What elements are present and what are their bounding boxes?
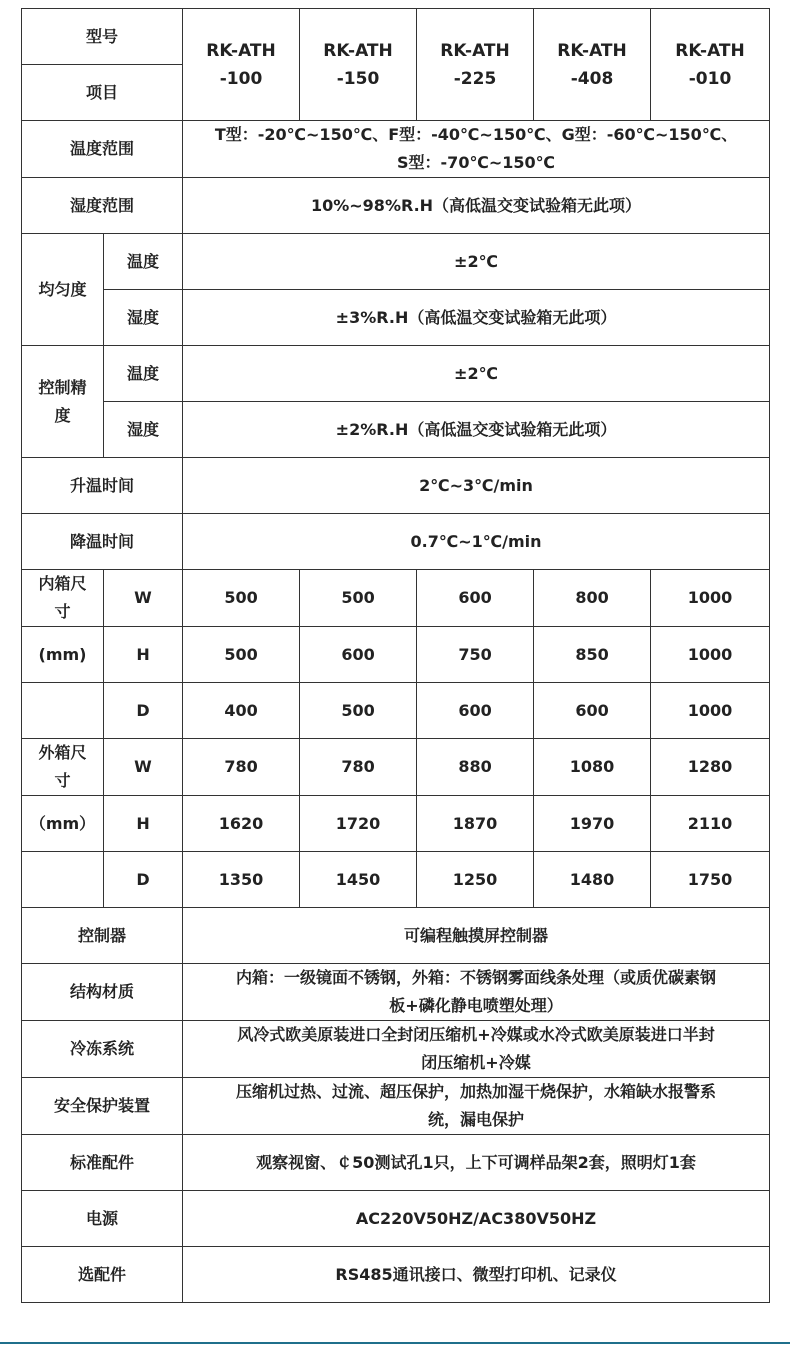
precision-temp-value: ±2℃ (183, 346, 770, 402)
table-cell: 500 (183, 627, 300, 683)
model-cell-5: RK-ATH -010 (651, 9, 770, 121)
table-cell: 1720 (300, 796, 417, 852)
table-cell: 1480 (534, 852, 651, 908)
accessories-value: 观察视窗、￠50测试孔1只，上下可调样品架2套，照明灯1套 (183, 1135, 770, 1191)
inner-size-label: 内箱尺 寸 (22, 570, 104, 627)
uniformity-hum-value: ±3%R.H（高低温交变试验箱无此项） (183, 290, 770, 346)
table-cell: 1870 (417, 796, 534, 852)
controller-label: 控制器 (22, 908, 183, 964)
row-precision-hum (22, 402, 770, 458)
table-cell: 1000 (651, 683, 770, 739)
model-cell-2: RK-ATH -150 (300, 9, 417, 121)
row-options (22, 1247, 770, 1303)
row-outer-h (22, 796, 770, 852)
item-label: 项目 (22, 65, 183, 121)
heating-time-value: 2℃~3℃/min (183, 458, 770, 514)
table-cell: 600 (300, 627, 417, 683)
outer-dim-w: W (104, 739, 183, 796)
material-label: 结构材质 (22, 964, 183, 1021)
row-controller (22, 908, 770, 964)
table-cell: 600 (417, 683, 534, 739)
table-cell: 1350 (183, 852, 300, 908)
inner-dim-w: W (104, 570, 183, 627)
row-humidity-range (22, 178, 770, 234)
row-heating-time (22, 458, 770, 514)
row-material (22, 964, 770, 1021)
table-cell: 1620 (183, 796, 300, 852)
table-cell: 850 (534, 627, 651, 683)
refrigeration-label: 冷冻系统 (22, 1021, 183, 1078)
table-cell: 780 (300, 739, 417, 796)
table-cell: 600 (417, 570, 534, 627)
options-value: RS485通讯接口、微型打印机、记录仪 (183, 1247, 770, 1303)
table-cell: 500 (300, 570, 417, 627)
row-power (22, 1191, 770, 1247)
table-cell: 500 (300, 683, 417, 739)
spec-table-container (21, 8, 769, 1303)
precision-hum-label: 湿度 (104, 402, 183, 458)
inner-size-unit: (mm) (22, 627, 104, 683)
table-cell: 750 (417, 627, 534, 683)
row-inner-d (22, 683, 770, 739)
heating-time-label: 升温时间 (22, 458, 183, 514)
humidity-range-value: 10%~98%R.H（高低温交变试验箱无此项） (183, 178, 770, 234)
table-cell: 1080 (534, 739, 651, 796)
accessories-label: 标准配件 (22, 1135, 183, 1191)
cooling-time-label: 降温时间 (22, 514, 183, 570)
inner-size-blank (22, 683, 104, 739)
outer-size-label: 外箱尺 寸 (22, 739, 104, 796)
table-cell: 400 (183, 683, 300, 739)
inner-dim-d: D (104, 683, 183, 739)
row-precision-temp (22, 346, 770, 402)
inner-dim-h: H (104, 627, 183, 683)
row-temp-range (22, 121, 770, 178)
table-cell: 1250 (417, 852, 534, 908)
temp-range-value: T型：-20℃~150℃、F型：-40℃~150℃、G型：-60℃~150℃、 S型：-70℃~150℃ (183, 121, 770, 178)
model-cell-1: RK-ATH -100 (183, 9, 300, 121)
bottom-divider (0, 1342, 790, 1344)
outer-dim-h: H (104, 796, 183, 852)
safety-value: 压缩机过热、过流、超压保护，加热加湿干烧保护，水箱缺水报警系 统，漏电保护 (183, 1078, 770, 1135)
table-cell: 800 (534, 570, 651, 627)
table-cell: 1280 (651, 739, 770, 796)
power-value: AC220V50HZ/AC380V50HZ (183, 1191, 770, 1247)
row-uniformity-hum (22, 290, 770, 346)
model-cell-4: RK-ATH -408 (534, 9, 651, 121)
row-safety (22, 1078, 770, 1135)
row-inner-h (22, 627, 770, 683)
precision-hum-value: ±2%R.H（高低温交变试验箱无此项） (183, 402, 770, 458)
row-uniformity-temp (22, 234, 770, 290)
table-cell: 880 (417, 739, 534, 796)
controller-value: 可编程触摸屏控制器 (183, 908, 770, 964)
precision-temp-label: 温度 (104, 346, 183, 402)
precision-label: 控制精 度 (22, 346, 104, 458)
table-cell: 1450 (300, 852, 417, 908)
table-cell: 600 (534, 683, 651, 739)
temp-range-label: 温度范围 (22, 121, 183, 178)
outer-dim-d: D (104, 852, 183, 908)
material-value: 内箱：一级镜面不锈钢，外箱：不锈钢雾面线条处理（或质优碳素钢 板+磷化静电喷塑处理） (183, 964, 770, 1021)
row-outer-d (22, 852, 770, 908)
outer-size-blank (22, 852, 104, 908)
row-inner-w (22, 570, 770, 627)
safety-label: 安全保护装置 (22, 1078, 183, 1135)
uniformity-temp-value: ±2℃ (183, 234, 770, 290)
table-cell: 500 (183, 570, 300, 627)
table-cell: 1000 (651, 627, 770, 683)
row-outer-w (22, 739, 770, 796)
uniformity-temp-label: 温度 (104, 234, 183, 290)
humidity-range-label: 湿度范围 (22, 178, 183, 234)
table-cell: 1750 (651, 852, 770, 908)
spec-table (21, 8, 770, 1303)
refrigeration-value: 风冷式欧美原装进口全封闭压缩机+冷媒或水冷式欧美原装进口半封 闭压缩机+冷媒 (183, 1021, 770, 1078)
row-refrigeration (22, 1021, 770, 1078)
table-cell: 2110 (651, 796, 770, 852)
row-cooling-time (22, 514, 770, 570)
cooling-time-value: 0.7℃~1℃/min (183, 514, 770, 570)
table-cell: 1970 (534, 796, 651, 852)
row-accessories (22, 1135, 770, 1191)
power-label: 电源 (22, 1191, 183, 1247)
options-label: 选配件 (22, 1247, 183, 1303)
model-cell-3: RK-ATH -225 (417, 9, 534, 121)
uniformity-label: 均匀度 (22, 234, 104, 346)
header-row-model (22, 9, 770, 65)
table-cell: 780 (183, 739, 300, 796)
model-label: 型号 (22, 9, 183, 65)
table-cell: 1000 (651, 570, 770, 627)
uniformity-hum-label: 湿度 (104, 290, 183, 346)
outer-size-unit: （mm） (22, 796, 104, 852)
